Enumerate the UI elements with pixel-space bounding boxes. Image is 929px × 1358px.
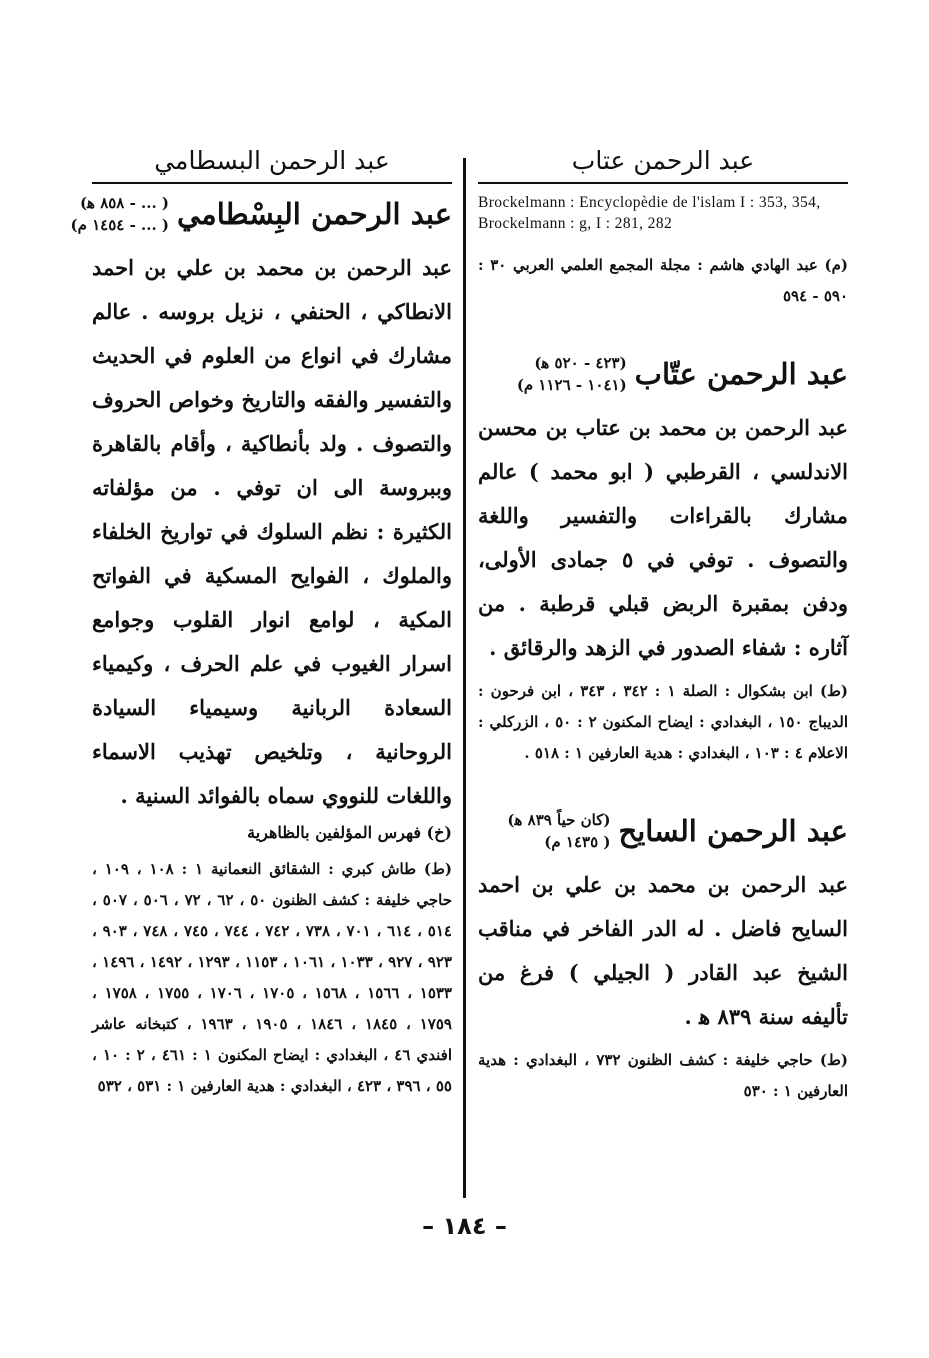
entry-heading-sayih	[478, 809, 848, 853]
dates-gregorian: ( ... - ١٤٥٤ م)	[70, 216, 170, 234]
entry-heading-bistami	[70, 192, 452, 236]
dates-hijri: (كان حياً ٨٣٩ ﻫ)	[507, 811, 611, 829]
page-number: – ١٨٤ –	[422, 1212, 507, 1240]
right-column	[478, 140, 848, 1113]
reference-m: (م) عبد الهادي هاشم : مجلة المجمع العلمي العربي ٣٠ : ٥٩٠ - ٥٩٤	[478, 256, 848, 305]
entry-name: عبد الرحمن السايح	[618, 814, 848, 848]
entry-dates	[517, 352, 627, 396]
running-header-left: عبد الرحمن البسطامي	[154, 146, 390, 175]
entry-dates	[71, 192, 170, 236]
spacer	[478, 318, 848, 344]
spacer	[478, 775, 848, 801]
entry-body-attab: عبد الرحمن بن محمد بن عتاب بن محسن الاندلسي ، القرطبي ( ابو محمد ) عالم مشارك بالقراءات والتفسير واللغة والتصوف . توفي في ٥ جمادى الأولى، ودفن بمقبرة الربض قبلي قرطبة . من آثاره : شفاء الصدور في الزهد والرقائق .	[478, 415, 848, 660]
dates-gregorian: ( ١٤٣٥ م)	[544, 833, 611, 851]
manuscript-note: (خ) فهرس المؤلفين بالظاهرية	[247, 823, 452, 842]
header-rule-right	[478, 182, 848, 184]
entry-heading-attab	[478, 352, 848, 396]
left-column	[70, 140, 452, 1108]
entry-sources-attab: (ط) ابن بشكوال : الصلة ١ : ٣٤٢ ، ٣٤٣ ، ابن فرحون : الديباج ١٥٠ ، البغدادي : ايضاح المكنون ٢ : ٥٠ ، الزركلي : الاعلام ٤ : ١٠٣ ، البغدادي : هدية العارفين ١ : ٥١٨ .	[478, 682, 849, 762]
entry-body-sayih: عبد الرحمن بن محمد بن علي بن احمد السايح فاضل . له الدر الفاخر في مناقب الشيخ عبد القادر ( الجيلي ) فرغ من تأليفه سنة ٨٣٩ ﻫ .	[478, 872, 848, 1029]
dates-gregorian: (١٠٤١ - ١١٢٦ م)	[516, 376, 627, 394]
entry-sources-bistami: (ط) طاش كبري : الشقائق النعمانية ١ : ١٠٨ ، ١٠٩ ، حاجي خليفة : كشف الظنون ٥٠ ، ٦٢ ، ٧٢ ، ٥٠٦ ، ٥٠٧ ، ٥١٤ ، ٦١٤ ، ٧٠١ ، ٧٣٨ ، ٧٤٢ ، ٧٤٤ ، ٧٤٥ ، ٧٤٨ ، ٩٠٣ ، ٩٢٣ ، ٩٢٧ ، ١٠٣٣ ، ١٠٦١ ، ١١٥٣ ، ١٢٩٣ ، ١٤٩٢ ، ١٤٩٦ ، ١٥٣٣ ، ١٥٦٦ ، ١٥٦٨ ، ١٧٠٥ ، ١٧٠٦ ، ١٧٥٥ ، ١٧٥٨ ، ١٧٥٩ ، ١٨٤٥ ، ١٨٤٦ ، ١٩٠٥ ، ١٩٦٣ ، كتبخانه عاشر افندي ٤٦ ، البغدادي : ايضاح المكنون ١ : ٤٦١ ، ٢ : ١٠ ، ٥٥ ، ٣٩٦ ، ٤٢٣ ، البغدادي : هدية العارفين ١ : ٥٣١ ، ٥٣٢	[92, 860, 452, 1095]
latin-reference: Brockelmann : Encyclopèdie de l'islam I : 353, 354, Brockelmann : g, I : 281, 282	[478, 194, 821, 232]
entry-body-bistami: عبد الرحمن بن محمد بن علي بن احمد الانطاكي ، الحنفي ، نزيل بروسه . عالم مشارك في انواع من العلوم في الحديث والتفسير والفقه والتاريخ وخواص الحروف والتصوف . ولد بأنطاكية ، وأقام بالقاهرة وببروسة الى ان توفي . من مؤلفاته الكثيرة : نظم السلوك في تواريخ الخلفاء والملوك ، الفوايح المسكية في الفواتح المكية ، لوامع انوار القلوب وجوامع اسرار الغيوب في علم الحرف ، وكيمياء السعادة الربانية وسيمياء السيادة الروحانية ، وتلخيص تهذيب الاسماء واللغات للنووي سماه بالفوائد السنية .	[92, 255, 452, 808]
entry-name: عبد الرحمن عتّاب	[634, 357, 848, 391]
entry-name: عبد الرحمن البِسْطامي	[177, 197, 452, 231]
entry-dates	[507, 809, 610, 853]
header-rule-left	[92, 182, 452, 184]
entry-sources-sayih: (ط) حاجي خليفة : كشف الظنون ٧٣٢ ، البغدادي : هدية العارفين ١ : ٥٣٠	[478, 1051, 848, 1100]
running-header-right: عبد الرحمن عتاب	[571, 146, 755, 175]
dates-hijri: (٤٢٣ - ٥٢٠ ﻫ)	[534, 354, 627, 372]
column-divider	[463, 158, 466, 1198]
dates-hijri: ( ... - ٨٥٨ ﻫ)	[79, 194, 170, 212]
